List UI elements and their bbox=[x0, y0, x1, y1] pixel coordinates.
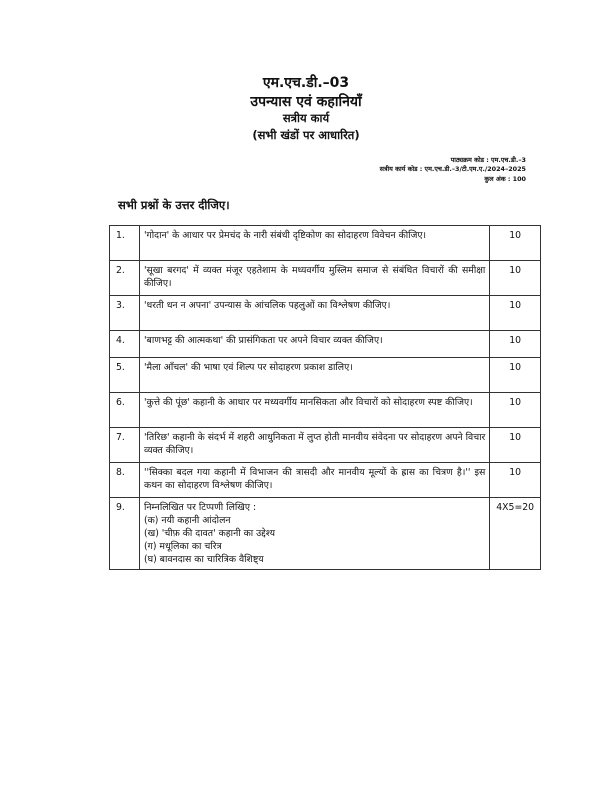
course-code: एम.एच.डी.–03 bbox=[262, 75, 350, 91]
table-row bbox=[110, 393, 541, 428]
question-marks: 10 bbox=[490, 261, 541, 296]
question-marks: 4X5=20 bbox=[490, 498, 541, 570]
question-marks: 10 bbox=[490, 296, 541, 331]
question-text: 'मैला आँचल' की भाषा एवं शिल्प पर सोदाहरण प्रकाश डालिए। bbox=[139, 358, 489, 393]
question-text: 'तिरिछ' कहानी के संदर्भ में शहरी आधुनिकता में लुप्त होती मानवीय संवेदना पर सोदाहरण अपने विचार व्यक्त कीजिए। bbox=[139, 428, 489, 463]
question-number: 9. bbox=[110, 498, 140, 570]
question-number: 4. bbox=[110, 331, 140, 358]
subitem: (ख) 'चीफ़ की दावत' कहानी का उद्देश्य bbox=[143, 528, 276, 539]
table-row bbox=[110, 296, 541, 331]
table-row bbox=[110, 261, 541, 296]
question-text: ''सिक्का बदल गया कहानी में विभाजन की त्रासदी और मानवीय मूल्यों के ह्रास का चित्रण है।'' इस कथन का सोदाहरण विश्लेषण कीजिए। bbox=[139, 463, 489, 498]
question-number: 6. bbox=[110, 393, 140, 428]
question-number: 8. bbox=[110, 463, 140, 498]
questions-table bbox=[109, 225, 541, 570]
table-row bbox=[110, 226, 541, 261]
question-text: निम्नलिखित पर टिप्पणी लिखिए : bbox=[143, 502, 257, 513]
table-row bbox=[110, 463, 541, 498]
question-marks: 10 bbox=[490, 393, 541, 428]
subitem: (घ) बावनदास का चारित्रिक वैशिष्ट्य bbox=[143, 554, 264, 565]
question-marks: 10 bbox=[490, 226, 541, 261]
instruction: सभी प्रश्नों के उत्तर दीजिए। bbox=[118, 198, 230, 212]
question-text: 'गोदान' के आधार पर प्रेमचंद के नारी संबंधी दृष्टिकोण का सोदाहरण विवेचन कीजिए। bbox=[139, 226, 489, 261]
total-marks-meta: कुल अंक : 100 bbox=[484, 175, 526, 183]
question-text: 'बाणभट्ट की आत्मकथा' की प्रासंगिकता पर अपने विचार व्यक्त कीजिए। bbox=[139, 331, 489, 358]
question-number: 3. bbox=[110, 296, 140, 331]
question-number: 7. bbox=[110, 428, 140, 463]
question-number: 2. bbox=[110, 261, 140, 296]
assignment-basis: (सभी खंडों पर आधारित) bbox=[252, 128, 360, 142]
question-number: 1. bbox=[110, 226, 140, 261]
table-row bbox=[110, 331, 541, 358]
table-row bbox=[110, 358, 541, 393]
assignment-type: सत्रीय कार्य bbox=[282, 111, 330, 125]
question-text: 'कुत्ते की पूंछ' कहानी के आधार पर मध्यवर्गीय मानसिकता और विचारों को सोदाहरण स्पष्ट कीजिए। bbox=[139, 393, 489, 428]
course-code-meta: पाठ्यक्रम कोड : एम.एच.डी.–3 bbox=[450, 156, 526, 164]
question-marks: 10 bbox=[490, 463, 541, 498]
subitem: (ग) मधूलिका का चरित्र bbox=[143, 541, 222, 552]
question-marks: 10 bbox=[490, 428, 541, 463]
assignment-code-meta: सत्रीय कार्य कोड : एम.एच.डी.–3/टी.एम.ए./2024–2025 bbox=[379, 165, 526, 173]
subitem: (क) नयी कहानी आंदोलन bbox=[143, 515, 231, 526]
question-marks: 10 bbox=[490, 331, 541, 358]
question-number: 5. bbox=[110, 358, 140, 393]
question-text: 'धरती धन न अपना' उपन्यास के आंचलिक पहलुओं का विश्लेषण कीजिए। bbox=[139, 296, 489, 331]
question-9-cell bbox=[139, 498, 489, 570]
table-row bbox=[110, 498, 541, 570]
table-row bbox=[110, 428, 541, 463]
question-text: 'सूखा बरगद' में व्यक्त मंजूर एहतेशाम के मध्यवर्गीय मुस्लिम समाज से संबंधित विचारों की समीक्षा कीजिए। bbox=[139, 261, 489, 296]
course-name: उपन्यास एवं कहानियाँ bbox=[250, 94, 362, 110]
question-marks: 10 bbox=[490, 358, 541, 393]
